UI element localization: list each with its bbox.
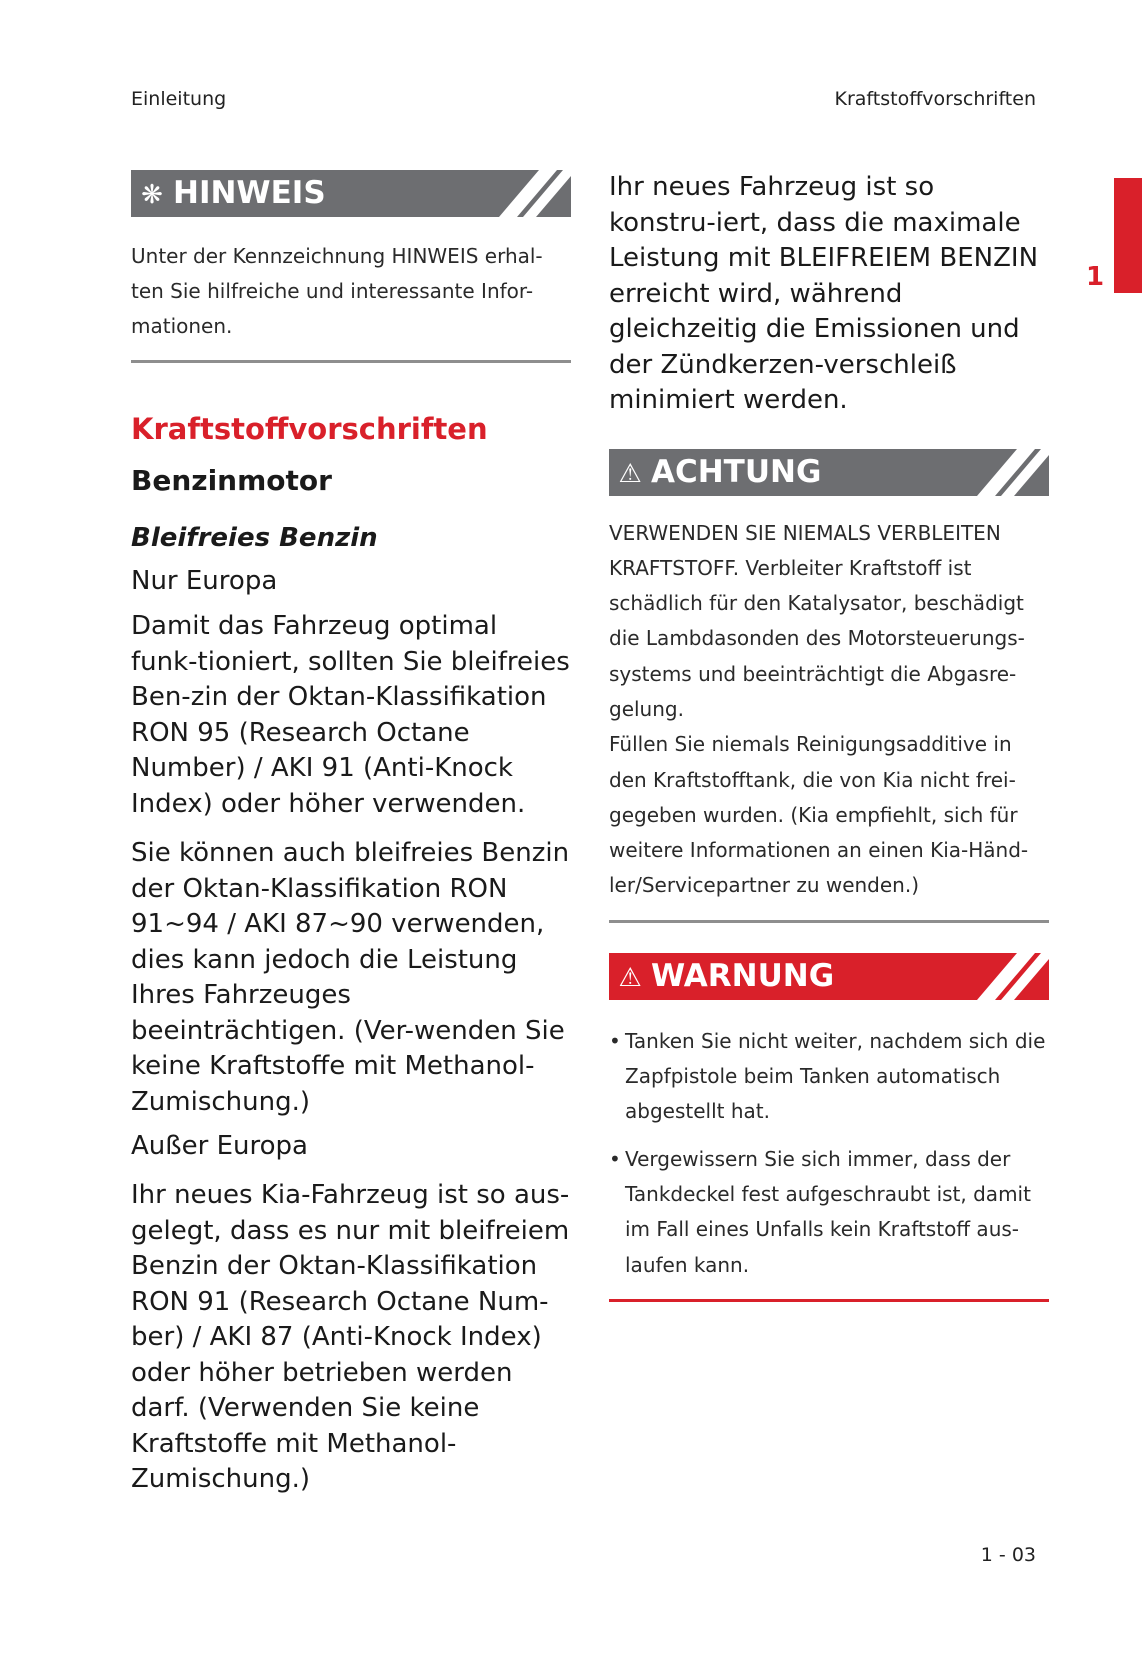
paragraph-ron95: Damit das Fahrzeug optimal funk-tioniert, sollten Sie bleifreies Ben-zin der Oktan-Klassifikation RON 95 (Research Octane Number) / AKI 91 (Anti-Knock Index) oder höher verwenden.	[131, 611, 570, 819]
caution-banner	[609, 449, 1049, 496]
stripes-decoration	[969, 449, 1049, 496]
running-header-left: Einleitung	[131, 88, 227, 110]
list-item: • Vergewissern Sie sich immer, dass der Tankdeckel fest aufgeschraubt ist, damit im Fall eines Unfalls kein Kraftstoff aus-laufen kann.	[609, 1142, 1049, 1283]
paragraph-ron91-94: Sie können auch bleifreies Benzin der Oktan-Klassifikation RON 91~94 / AKI 87~90 verwenden, dies kann jedoch die Leistung Ihres Fahrzeuges beeinträchtigen. (Ver-wenden Sie keine Kraftstoffe mit Methanol-Zumischung.)	[131, 838, 570, 1117]
caution-paragraph-2: Füllen Sie niemals Reinigungsadditive in den Kraftstofftank, die von Kia nicht frei-gegeben wurden. (Kia empfiehlt, sich für weitere Informationen an einen Kia-Händ-ler/Servicepartner zu wenden.)	[609, 732, 1029, 898]
caution-paragraph-1: VERWENDEN SIE NIEMALS VERBLEITEN KRAFTSTOFF. Verbleiter Kraftstoff ist schädlich für den Katalysator, beschädigt die Lambdasonden des Motorsteuerungs-systems und beeinträchtigt die Abgasre-gelung.	[609, 520, 1025, 721]
stripes-decoration	[491, 170, 571, 217]
note-text: Unter der Kennzeichnung HINWEIS erhal-ten Sie hilfreiche und interessante Infor-mationen.	[131, 244, 543, 338]
warning-label: WARNUNG	[651, 957, 835, 994]
chapter-number: 1	[1086, 262, 1105, 292]
warning-divider	[609, 1299, 1049, 1302]
subsection-title: Benzinmotor	[131, 464, 332, 497]
asterisk-icon: ❋	[141, 180, 163, 210]
left-column	[131, 170, 571, 1498]
running-header-right: Kraftstoffvorschriften	[834, 88, 1036, 110]
note-divider	[131, 360, 571, 363]
warning-triangle-icon: ⚠	[618, 458, 642, 489]
page-number: 1 - 03	[980, 1544, 1036, 1566]
right-column	[609, 170, 1049, 1302]
warning-list	[609, 1024, 1049, 1283]
list-item: • Tanken Sie nicht weiter, nachdem sich die Zapfpistole beim Tanken automatisch abgestellt hat.	[609, 1024, 1049, 1130]
warning-triangle-icon: ⚠	[618, 962, 642, 993]
stripes-decoration	[969, 953, 1049, 1000]
note-banner	[131, 170, 571, 217]
section-title: Kraftstoffvorschriften	[131, 412, 488, 446]
region-label-outside-europe: Außer Europa	[131, 1131, 308, 1161]
note-label: HINWEIS	[173, 175, 326, 211]
warning-banner	[609, 953, 1049, 1000]
caution-label: ACHTUNG	[651, 453, 822, 490]
chapter-tab	[1114, 178, 1142, 293]
region-label-europe: Nur Europa	[131, 566, 278, 596]
caution-divider	[609, 920, 1049, 923]
caution-text	[609, 516, 1049, 920]
paragraph-outside-europe: Ihr neues Kia-Fahrzeug ist so aus-gelegt, dass es nur mit bleifreiem Benzin der Oktan-Klassifikation RON 91 (Research Octane Num-ber) / AKI 87 (Anti-Knock Index) oder höher betrieben werden darf. (Verwenden Sie keine Kraftstoffe mit Methanol-Zumischung.)	[131, 1180, 570, 1494]
subsubsection-title: Bleifreies Benzin	[131, 523, 378, 553]
intro-paragraph: Ihr neues Fahrzeug ist so konstru-iert, dass die maximale Leistung mit BLEIFREIEM BENZIN erreicht wird, während gleichzeitig die Emissionen und der Zündkerzen-verschleiß minimiert werden.	[609, 172, 1039, 415]
